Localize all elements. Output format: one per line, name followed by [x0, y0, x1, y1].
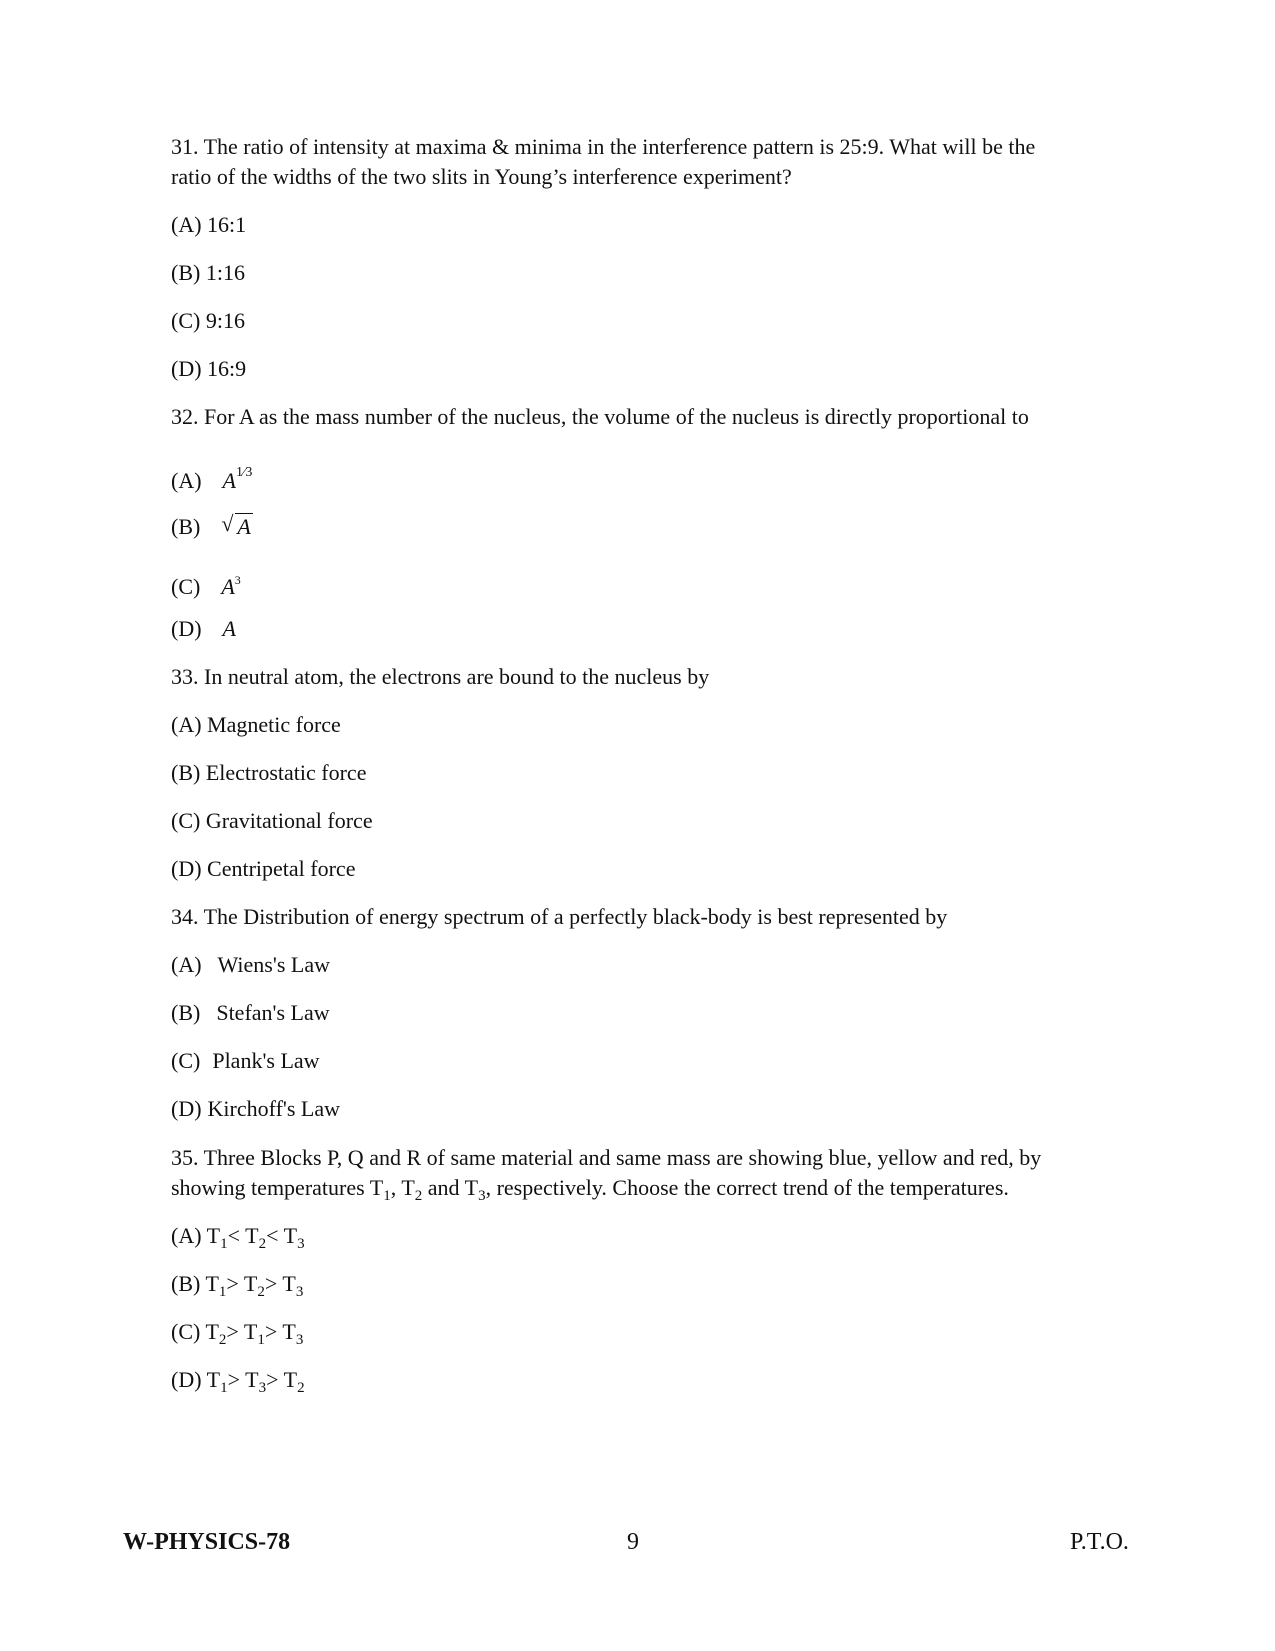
- temp-symbol: T: [282, 1319, 296, 1344]
- temp-symbol: T: [283, 1223, 298, 1248]
- question-32-option-a: [171, 458, 252, 496]
- question-32-option-b: [171, 512, 253, 542]
- question-33-line-1: 33. In neutral atom, the electrons are bound to the nucleus by: [171, 664, 710, 689]
- question-31-option-b: (B) 1:16: [171, 260, 245, 285]
- question-34-option-c: [171, 1046, 320, 1076]
- question-31-line-1: 31. The ratio of intensity at maxima & minima in the interference pattern is 25:9. What will be the: [171, 134, 1036, 159]
- subscript: 2: [297, 1380, 305, 1396]
- temp-symbol: T: [206, 1367, 221, 1392]
- option-label: (C): [171, 1048, 201, 1073]
- please-turn-over: P.T.O.: [1070, 1529, 1129, 1555]
- question-33-option-b: (B) Electrostatic force: [171, 760, 367, 785]
- question-32-line-1: 32. For A as the mass number of the nucleus, the volume of the nucleus is directly proportional to: [171, 404, 1029, 429]
- math-base: A: [222, 468, 236, 493]
- option-text: Wiens's Law: [217, 952, 330, 977]
- question-35-option-b: [171, 1269, 303, 1307]
- math-exponent: 1⁄3: [236, 465, 253, 480]
- math-base: A: [237, 514, 251, 539]
- text-segment: , T: [390, 1175, 415, 1200]
- question-35-line-1: 35. Three Blocks P, Q and R of same material and same mass are showing blue, yellow and red, by: [171, 1145, 1042, 1170]
- subscript: 2: [414, 1188, 423, 1204]
- option-label: (C): [171, 574, 201, 599]
- temp-symbol: T: [282, 1271, 296, 1296]
- temp-symbol: T: [245, 1223, 259, 1248]
- subscript: 1: [257, 1332, 265, 1348]
- question-34-option-d: [171, 1094, 340, 1124]
- temp-symbol: T: [283, 1367, 298, 1392]
- question-33-option-a: (A) Magnetic force: [171, 712, 341, 737]
- question-33-option-c: (C) Gravitational force: [171, 808, 373, 833]
- subscript: 3: [295, 1332, 304, 1348]
- option-label: (A): [171, 468, 202, 493]
- question-34-line-1: 34. The Distribution of energy spectrum of a perfectly black-body is best represented by: [171, 904, 948, 929]
- subscript: 2: [218, 1332, 227, 1348]
- option-text: Kirchoff's Law: [207, 1096, 341, 1121]
- question-33-option-d: (D) Centripetal force: [171, 856, 356, 881]
- question-31-line-2: ratio of the widths of the two slits in Young’s interference experiment?: [171, 164, 792, 189]
- operator: >: [226, 1271, 239, 1296]
- question-35-option-d: [171, 1365, 305, 1403]
- option-label: (D): [171, 1096, 202, 1121]
- option-label: (B): [171, 514, 201, 539]
- option-text: Stefan's Law: [216, 1000, 330, 1025]
- subscript: 3: [297, 1236, 305, 1252]
- math-exponent: 3: [234, 573, 241, 587]
- subscript: 1: [220, 1236, 228, 1252]
- option-label: (B): [171, 1000, 201, 1025]
- subscript: 2: [257, 1284, 265, 1300]
- subscript: 1: [220, 1380, 228, 1396]
- temp-symbol: T: [243, 1271, 258, 1296]
- operator: >: [266, 1367, 279, 1392]
- question-31-option-c: (C) 9:16: [171, 308, 245, 333]
- math-base: A: [221, 574, 235, 599]
- subscript: 2: [258, 1236, 267, 1252]
- operator: <: [227, 1223, 241, 1248]
- subscript: 1: [218, 1284, 227, 1300]
- operator: <: [266, 1223, 279, 1248]
- subscript: 1: [383, 1188, 391, 1204]
- question-34-option-a: [171, 950, 330, 980]
- paper-code: W-PHYSICS-78: [123, 1529, 291, 1555]
- option-label: (B): [171, 1271, 201, 1296]
- math-base: A: [222, 616, 236, 641]
- temp-symbol: T: [245, 1367, 259, 1392]
- page-number: 9: [627, 1529, 639, 1555]
- temp-symbol: T: [205, 1319, 219, 1344]
- option-label: (D): [171, 616, 202, 641]
- question-35-option-a: [171, 1221, 305, 1259]
- question-31-option-d: (D) 16:9: [171, 356, 247, 381]
- option-label: (A): [171, 952, 202, 977]
- text-segment: showing temperatures T: [171, 1175, 384, 1200]
- temp-symbol: T: [205, 1271, 219, 1296]
- option-label: (C): [171, 1319, 201, 1344]
- operator: >: [227, 1367, 241, 1392]
- text-segment: , respectively. Choose the correct trend of the temperatures.: [485, 1175, 1009, 1200]
- question-31-option-a: (A) 16:1: [171, 212, 247, 237]
- option-text: Plank's Law: [212, 1048, 320, 1073]
- subscript: 3: [478, 1188, 486, 1204]
- question-34-option-b: [171, 998, 330, 1028]
- option-label: (D): [171, 1367, 202, 1392]
- operator: >: [264, 1319, 278, 1344]
- subscript: 3: [295, 1284, 304, 1300]
- temp-symbol: T: [206, 1223, 221, 1248]
- option-label: (A): [171, 1223, 202, 1248]
- temp-symbol: T: [243, 1319, 258, 1344]
- operator: >: [264, 1271, 278, 1296]
- question-35-option-c: [171, 1317, 303, 1355]
- question-32-option-d: [171, 614, 236, 644]
- square-root-symbol: [221, 512, 252, 542]
- subscript: 3: [258, 1380, 267, 1396]
- question-32-option-c: [171, 565, 241, 602]
- text-segment: and T: [422, 1175, 479, 1200]
- question-35-line-2: [171, 1173, 1009, 1211]
- operator: >: [226, 1319, 239, 1344]
